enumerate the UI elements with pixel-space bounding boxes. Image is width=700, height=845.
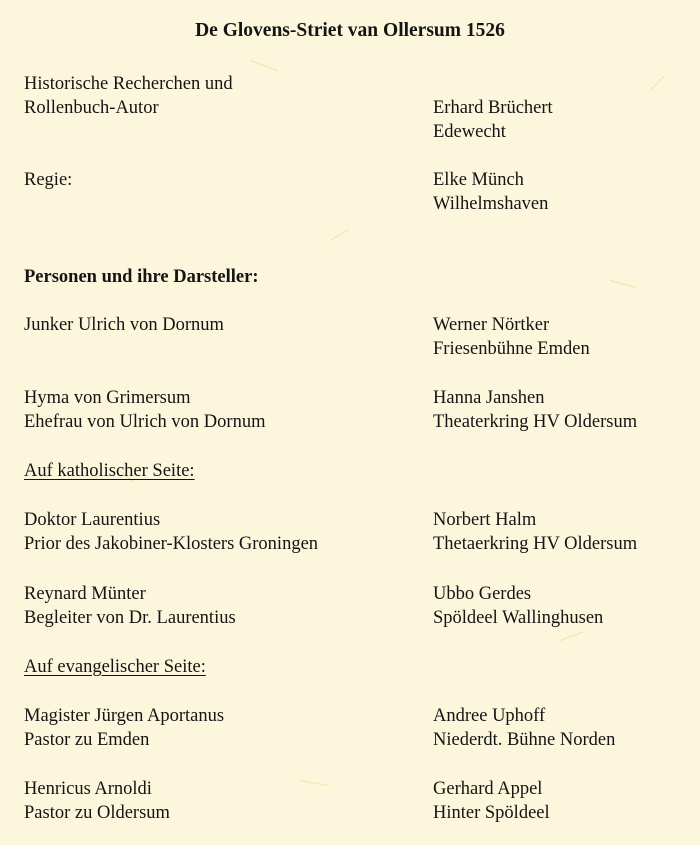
cast-actor: Andree Uphoff — [433, 706, 546, 726]
cast-group: Spöldeel Wallinghusen — [433, 608, 604, 628]
cast-role-desc: Pastor zu Emden — [24, 730, 150, 750]
credit-place: Edewecht — [433, 122, 506, 142]
credit-name: Erhard Brüchert — [433, 98, 553, 118]
credit-role-line1: Regie: — [24, 170, 73, 190]
cast-group: Niederdt. Bühne Norden — [433, 730, 616, 750]
cast-actor: Ubbo Gerdes — [433, 584, 532, 604]
cast-role: Henricus Arnoldi — [24, 779, 152, 799]
cast-role: Junker Ulrich von Dornum — [24, 315, 224, 335]
credit-role-line2: Rollenbuch-Autor — [24, 98, 159, 118]
cast-group: Thetaerkring HV Oldersum — [433, 534, 638, 554]
credit-place: Wilhelmshaven — [433, 194, 549, 214]
cast-role: Doktor Laurentius — [24, 510, 161, 530]
cast-role: Reynard Münter — [24, 584, 146, 604]
cast-actor: Werner Nörtker — [433, 315, 550, 335]
credit-name: Elke Münch — [433, 170, 524, 190]
cast-actor: Gerhard Appel — [433, 779, 543, 799]
cast-actor: Hanna Janshen — [433, 388, 545, 408]
credit-role-line1: Historische Recherchen und — [24, 74, 233, 94]
evangelical-heading: Auf evangelischer Seite: — [24, 657, 206, 677]
catholic-heading: Auf katholischer Seite: — [24, 461, 195, 481]
cast-role-desc: Begleiter von Dr. Laurentius — [24, 608, 236, 628]
cast-role: Magister Jürgen Aportanus — [24, 706, 225, 726]
cast-group: Hinter Spöldeel — [433, 803, 550, 823]
cast-role-desc: Ehefrau von Ulrich von Dornum — [24, 412, 266, 432]
cast-role-desc: Pastor zu Oldersum — [24, 803, 170, 823]
cast-group: Friesenbühne Emden — [433, 339, 590, 359]
cast-group: Theaterkring HV Oldersum — [433, 412, 638, 432]
cast-role: Hyma von Grimersum — [24, 388, 191, 408]
cast-actor: Norbert Halm — [433, 510, 537, 530]
cast-role-desc: Prior des Jakobiner-Klosters Groningen — [24, 534, 319, 554]
document-title: De Glovens-Striet van Ollersum 1526 — [195, 20, 505, 41]
cast-heading: Personen und ihre Darsteller: — [24, 267, 259, 287]
